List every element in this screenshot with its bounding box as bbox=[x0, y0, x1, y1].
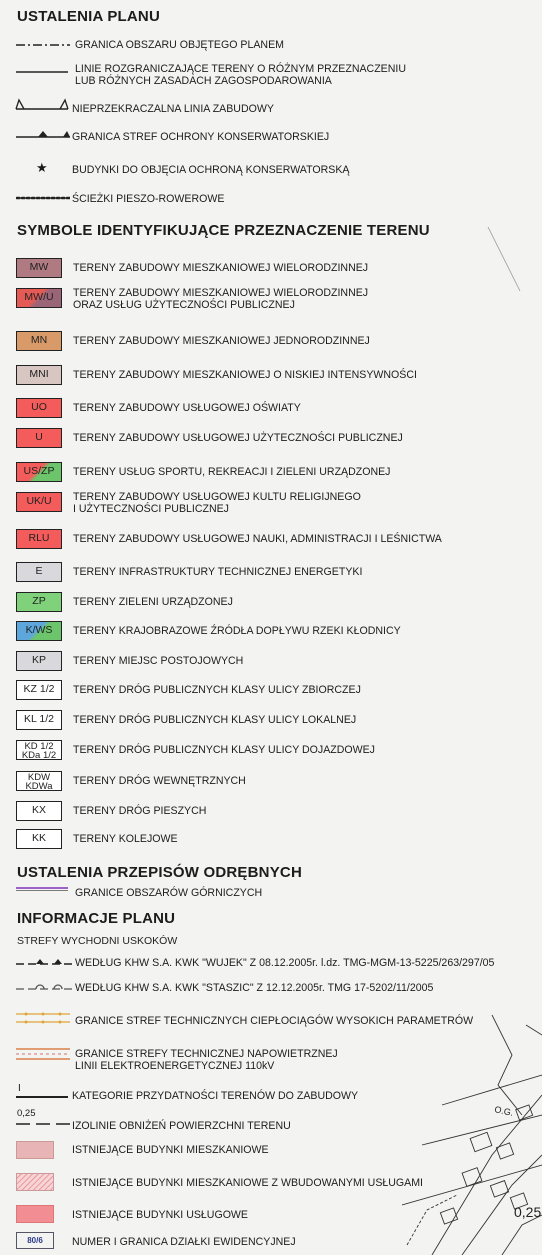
land-use-code: US/ZP bbox=[23, 465, 55, 477]
fault-zones-subtitle: STREFY WYCHODNI USKOKÓW bbox=[17, 935, 178, 947]
category-mark: I bbox=[18, 1083, 21, 1094]
land-use-code: MN bbox=[30, 334, 48, 346]
land-use-code: KL 1/2 bbox=[24, 713, 54, 725]
land-use-label: TERENY ZABUDOWY MIESZKANIOWEJ JEDNORODZINNEJ bbox=[73, 335, 370, 347]
land-use-label: I UŻYTECZNOŚCI PUBLICZNEJ bbox=[73, 503, 229, 515]
land-use-swatch bbox=[16, 529, 62, 549]
plan-item-label: BUDYNKI DO OBJĘCIA OCHRONĄ KONSERWATORSKĄ bbox=[72, 164, 350, 176]
land-use-swatch bbox=[16, 331, 62, 351]
land-use-swatch bbox=[16, 740, 62, 760]
land-use-label: TERENY ZABUDOWY USŁUGOWEJ OŚWIATY bbox=[73, 402, 301, 414]
land-use-swatch bbox=[16, 428, 62, 448]
info-item-label: IZOLINIE OBNIŻEŃ POWIERZCHNI TERENU bbox=[72, 1120, 291, 1132]
land-use-code: UO bbox=[31, 401, 47, 413]
land-use-label: TERENY USŁUG SPORTU, REKREACJI I ZIELENI URZĄDZONEJ bbox=[73, 466, 391, 478]
power-line-zone-symbol bbox=[16, 1046, 70, 1062]
land-use-code: UK/U bbox=[26, 495, 52, 507]
land-use-swatch bbox=[16, 801, 62, 821]
land-use-label: TERENY ZIELENI URZĄDZONEJ bbox=[73, 596, 233, 608]
land-use-code: E bbox=[35, 565, 43, 577]
category-line-symbol bbox=[16, 1094, 68, 1100]
land-use-swatch bbox=[16, 680, 62, 700]
land-use-label: TERENY ZABUDOWY MIESZKANIOWEJ O NISKIEJ INTENSYWNOŚCI bbox=[73, 369, 417, 381]
plan-boundary-symbol bbox=[16, 38, 70, 52]
land-use-label: TERENY DRÓG PUBLICZNYCH KLASY ULICY LOKALNEJ bbox=[73, 714, 357, 726]
land-use-swatch bbox=[16, 829, 62, 849]
land-use-code-secondary: KDa 1/2 bbox=[21, 750, 57, 760]
mining-boundary-label: GRANICE OBSZARÓW GÓRNICZYCH bbox=[75, 887, 263, 899]
service-building-swatch bbox=[16, 1205, 54, 1223]
land-use-label: TERENY DRÓG PUBLICZNYCH KLASY ULICY ZBIORCZEJ bbox=[73, 684, 361, 696]
plan-item-label: NIEPRZEKRACZALNA LINIA ZABUDOWY bbox=[72, 103, 274, 115]
map-label-value: 0,25 bbox=[514, 1204, 542, 1220]
land-use-code: U bbox=[35, 431, 43, 443]
fault-staszic-symbol bbox=[16, 982, 72, 994]
section-ustalenia-title: USTALENIA PLANU bbox=[17, 8, 160, 25]
land-use-swatch bbox=[16, 462, 62, 482]
land-use-label: TERENY ZABUDOWY USŁUGOWEJ UŻYTECZNOŚCI PUBLICZNEJ bbox=[73, 432, 403, 444]
mixed-building-swatch bbox=[16, 1173, 54, 1191]
info-item-label: GRANICE STREF TECHNICZNYCH CIEPŁOCIĄGÓW WYSOKICH PARAMETRÓW bbox=[75, 1015, 474, 1027]
heating-zone-symbol bbox=[16, 1011, 70, 1025]
land-use-label: TERENY INFRASTRUKTURY TECHNICZNEJ ENERGETYKI bbox=[73, 566, 363, 578]
info-item-label: GRANICE STREFY TECHNICZNEJ NAPOWIETRZNEJ bbox=[75, 1048, 338, 1060]
land-use-code: RLU bbox=[28, 532, 50, 544]
delimiting-line-symbol bbox=[16, 66, 68, 78]
plan-item-label: ŚCIEŻKI PIESZO-ROWEROWE bbox=[72, 193, 225, 205]
land-use-label: TERENY ZABUDOWY MIESZKANIOWEJ WIELORODZINNEJ bbox=[73, 287, 369, 299]
residential-building-swatch bbox=[16, 1141, 54, 1159]
map-label-og: O.G. bbox=[493, 1104, 515, 1118]
info-item-label: KATEGORIE PRZYDATNOŚCI TERENÓW DO ZABUDOWY bbox=[72, 1090, 359, 1102]
info-item-label: LINII ELEKTROENERGETYCZNEJ 110kV bbox=[75, 1060, 275, 1072]
land-use-code: ZP bbox=[32, 595, 46, 607]
land-use-swatch bbox=[16, 288, 62, 308]
land-use-code: KX bbox=[31, 804, 46, 816]
land-use-label: TERENY ZABUDOWY MIESZKANIOWEJ WIELORODZINNEJ bbox=[73, 262, 369, 274]
section-przepisy-title: USTALENIA PRZEPISÓW ODRĘBNYCH bbox=[17, 864, 302, 881]
land-use-code: KDW bbox=[27, 772, 51, 783]
land-use-label: TERENY MIEJSC POSTOJOWYCH bbox=[73, 655, 244, 667]
info-item-label: ISTNIEJĄCE BUDYNKI MIESZKANIOWE bbox=[72, 1144, 269, 1156]
land-use-label: TERENY ZABUDOWY USŁUGOWEJ KULTU RELIGIJNEGO bbox=[73, 491, 361, 503]
land-use-label: TERENY KRAJOBRAZOWE ŹRÓDŁA DOPŁYWU RZEKI KŁODNICY bbox=[73, 625, 401, 637]
fault-wujek-symbol bbox=[16, 957, 72, 969]
land-use-swatch bbox=[16, 592, 62, 612]
land-use-swatch bbox=[16, 258, 62, 278]
mining-boundary-symbol bbox=[16, 886, 68, 892]
land-use-code-secondary: KDWa bbox=[25, 781, 53, 791]
land-use-label: TERENY DRÓG PIESZYCH bbox=[73, 805, 207, 817]
plan-item-label: GRANICA OBSZARU OBJĘTEGO PLANEM bbox=[75, 39, 284, 51]
land-use-label: TERENY DRÓG PUBLICZNYCH KLASY ULICY DOJAZDOWEJ bbox=[73, 744, 375, 756]
land-use-label: TERENY KOLEJOWE bbox=[73, 833, 178, 845]
scan-mark bbox=[484, 225, 524, 295]
info-item-label: ISTNIEJĄCE BUDYNKI MIESZKANIOWE Z WBUDOWANYMI USŁUGAMI bbox=[72, 1177, 423, 1189]
parcel-number-box: 80/6 bbox=[16, 1232, 54, 1249]
land-use-swatch bbox=[16, 398, 62, 418]
info-item-label: WEDŁUG KHW S.A. KWK "STASZIC" Z 12.12.2005r. TMG 17-5202/11/2005 bbox=[75, 982, 434, 994]
land-use-code: KK bbox=[31, 832, 46, 844]
land-use-code: KD 1/2 bbox=[24, 741, 54, 752]
land-use-label: TERENY ZABUDOWY USŁUGOWEJ NAUKI, ADMINISTRACJI I LEŚNICTWA bbox=[73, 533, 442, 545]
land-use-swatch bbox=[16, 562, 62, 582]
map-fragment bbox=[402, 995, 542, 1255]
land-use-code: K/WS bbox=[25, 624, 53, 636]
plan-item-label: LINIE ROZGRANICZAJĄCE TERENY O RÓŻNYM PRZEZNACZENIU bbox=[75, 63, 406, 75]
land-use-swatch bbox=[16, 492, 62, 512]
land-use-code: KP bbox=[31, 654, 46, 666]
info-item-label: WEDŁUG KHW S.A. KWK "WUJEK" Z 08.12.2005r. l.dz. TMG-MGM-13-5225/263/297/05 bbox=[75, 957, 495, 969]
land-use-swatch bbox=[16, 771, 62, 791]
land-use-swatch bbox=[16, 651, 62, 671]
land-use-code: MW/U bbox=[24, 291, 54, 303]
isoline-mark: 0,25 bbox=[17, 1108, 36, 1119]
land-use-code: MW bbox=[29, 261, 49, 273]
section-symbole-title: SYMBOLE IDENTYFIKUJĄCE PRZEZNACZENIE TERENU bbox=[17, 222, 430, 239]
bike-path-symbol bbox=[16, 194, 70, 202]
plan-item-label: GRANICA STREF OCHRONY KONSERWATORSKIEJ bbox=[72, 131, 330, 143]
land-use-swatch bbox=[16, 710, 62, 730]
land-use-code: MNI bbox=[29, 368, 49, 380]
land-use-label: ORAZ USŁUG UŻYTECZNOŚCI PUBLICZNEJ bbox=[73, 299, 295, 311]
section-informacje-title: INFORMACJE PLANU bbox=[17, 910, 176, 927]
land-use-swatch bbox=[16, 365, 62, 385]
info-item-label: ISTNIEJĄCE BUDYNKI USŁUGOWE bbox=[72, 1209, 249, 1221]
land-use-label: TERENY DRÓG WEWNĘTRZNYCH bbox=[73, 775, 246, 787]
star-icon: ★ bbox=[36, 160, 48, 175]
building-line-symbol bbox=[14, 98, 70, 112]
info-item-label: NUMER I GRANICA DZIAŁKI EWIDENCYJNEJ bbox=[72, 1236, 296, 1248]
isoline-symbol bbox=[16, 1121, 70, 1127]
plan-item-label: LUB RÓŻNYCH ZASADACH ZAGOSPODAROWANIA bbox=[75, 75, 332, 87]
land-use-swatch bbox=[16, 621, 62, 641]
land-use-code: KZ 1/2 bbox=[23, 683, 55, 695]
conservation-zone-symbol bbox=[16, 129, 70, 141]
